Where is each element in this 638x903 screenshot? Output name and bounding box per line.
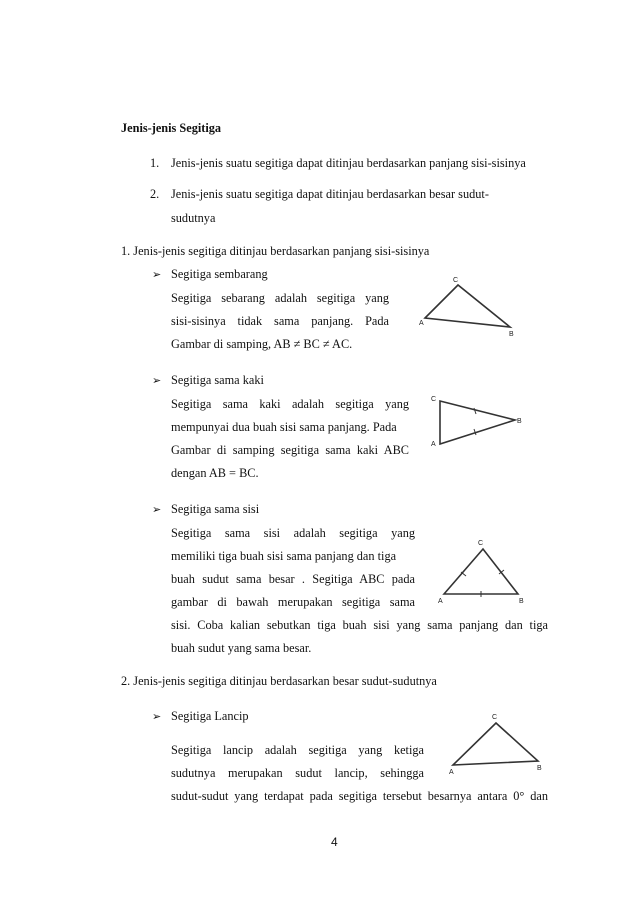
vertex-label-b: B [519, 598, 524, 605]
sembarang-line-2: sisi-sisinya tidak sama panjang. Pada [171, 314, 389, 328]
samasisi-line-1: Segitiga sama sisi adalah segitiga yang [171, 526, 415, 540]
intro-item-1-number: 1. [150, 156, 160, 170]
bullet-arrow-icon: ➢ [152, 710, 162, 723]
lancip-title: Segitiga Lancip [171, 709, 249, 723]
vertex-label-b: B [517, 418, 522, 425]
bullet-arrow-icon: ➢ [152, 503, 162, 516]
section-1-heading: 1. Jenis-jenis segitiga ditinjau berdasarkan panjang sisi-sisinya [121, 244, 430, 258]
section-title: Jenis-jenis Segitiga [121, 121, 222, 135]
vertex-label-a: A [449, 769, 454, 776]
lancip-line-2: sudutnya merupakan sudut lancip, sehingga [171, 766, 424, 780]
samasisi-line-2: memiliki tiga buah sisi sama panjang dan tiga [171, 549, 397, 563]
acute-triangle [453, 723, 538, 765]
samasisi-line-5: sisi. Coba kalian sebutkan tiga buah sisi yang sama panjang dan tiga [171, 618, 548, 632]
samakaki-line-1: Segitiga sama kaki adalah segitiga yang [171, 397, 409, 411]
sembarang-line-3: Gambar di samping, AB ≠ BC ≠ AC. [171, 337, 353, 351]
vertex-label-b: B [509, 331, 514, 338]
samasisi-line-6: buah sudut yang sama besar. [171, 641, 312, 655]
section-2-heading: 2. Jenis-jenis segitiga ditinjau berdasarkan besar sudut-sudutnya [121, 674, 437, 688]
samasisi-line-4: gambar di bawah merupakan segitiga sama [171, 595, 415, 609]
samakaki-line-2: mempunyai dua buah sisi sama panjang. Pada [171, 420, 397, 434]
samakaki-line-3: Gambar di samping segitiga sama kaki ABC [171, 443, 409, 457]
lancip-line-1: Segitiga lancip adalah segitiga yang ketiga [171, 743, 424, 757]
samasisi-title: Segitiga sama sisi [171, 502, 260, 516]
samakaki-title: Segitiga sama kaki [171, 373, 264, 387]
vertex-label-c: C [453, 277, 459, 284]
intro-item-2-number: 2. [150, 187, 160, 201]
intro-item-2-line-1: Jenis-jenis suatu segitiga dapat ditinjau berdasarkan besar sudut- [171, 187, 489, 201]
vertex-label-c: C [478, 540, 484, 547]
page-number: 4 [331, 835, 338, 849]
samakaki-line-4: dengan AB = BC. [171, 466, 259, 480]
sembarang-title: Segitiga sembarang [171, 267, 268, 281]
vertex-label-a: A [438, 598, 443, 605]
vertex-label-c: C [431, 396, 437, 403]
lancip-line-3: sudut-sudut yang terdapat pada segitiga tersebut besarnya antara 0° dan [171, 789, 548, 803]
bullet-arrow-icon: ➢ [152, 374, 162, 387]
intro-item-2-line-2: sudutnya [171, 211, 216, 225]
intro-item-1: Jenis-jenis suatu segitiga dapat ditinjau berdasarkan panjang sisi-sisinya [171, 156, 526, 170]
vertex-label-a: A [431, 441, 436, 448]
vertex-label-a: A [419, 320, 424, 327]
bullet-arrow-icon: ➢ [152, 268, 162, 281]
vertex-label-b: B [537, 765, 542, 772]
vertex-label-c: C [492, 714, 498, 721]
samasisi-line-3: buah sudut sama besar . Segitiga ABC pada [171, 572, 415, 586]
sembarang-line-1: Segitiga sebarang adalah segitiga yang [171, 291, 389, 305]
